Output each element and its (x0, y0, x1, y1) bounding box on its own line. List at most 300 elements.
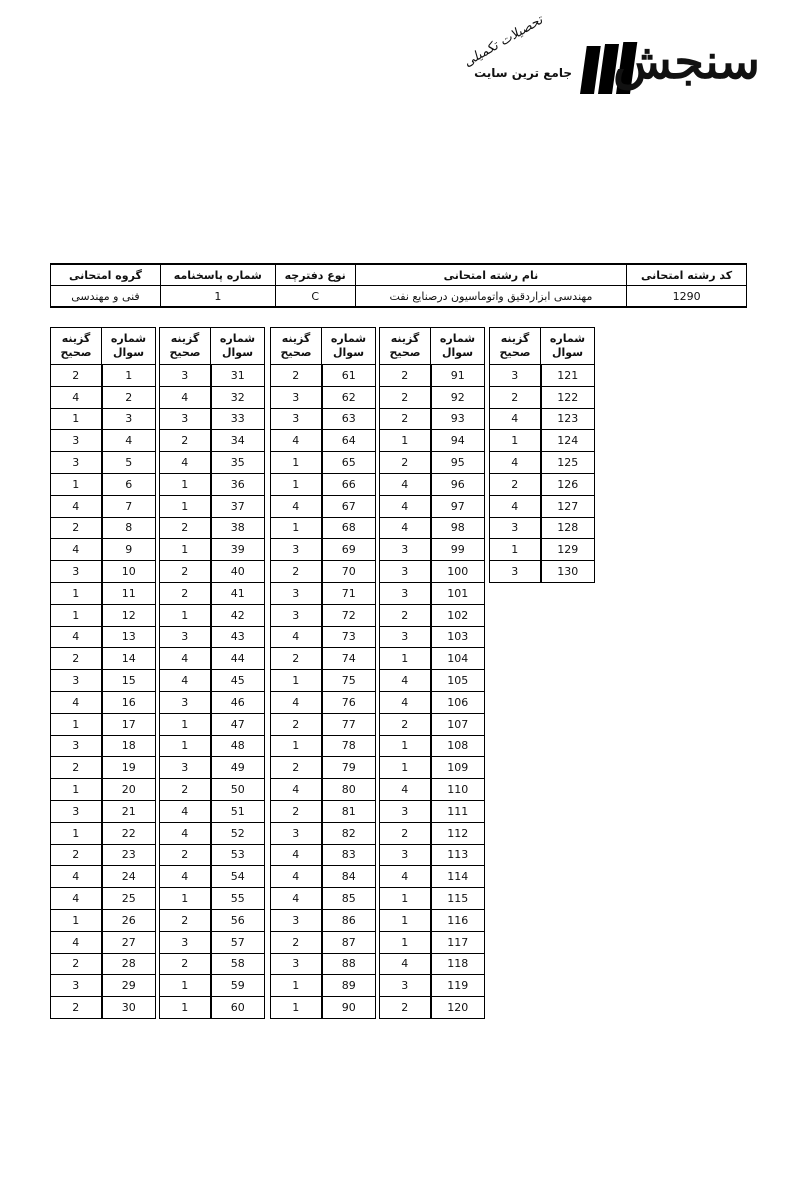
question-number: 66 (322, 473, 376, 495)
question-number: 92 (431, 386, 485, 408)
question-number: 125 (541, 452, 595, 474)
question-number: 123 (541, 408, 595, 430)
correct-answer: 2 (380, 408, 431, 430)
question-number: 50 (211, 779, 265, 801)
correct-answer: 4 (380, 670, 431, 692)
answer-row (271, 386, 376, 408)
correct-answer: 3 (51, 735, 102, 757)
question-number: 22 (102, 822, 156, 844)
question-number: 14 (102, 648, 156, 670)
answer-row (271, 975, 376, 997)
correct-answer: 1 (380, 735, 431, 757)
correct-answer: 3 (271, 909, 322, 931)
exam-info-header-row (51, 264, 747, 286)
question-number: 6 (102, 473, 156, 495)
correct-answer: 2 (51, 997, 102, 1019)
correct-answer: 4 (271, 844, 322, 866)
correct-answer: 4 (271, 866, 322, 888)
correct-answer: 2 (380, 822, 431, 844)
correct-answer: 2 (51, 365, 102, 387)
answer-row (160, 997, 265, 1019)
correct-answer: 2 (51, 953, 102, 975)
correct-answer: 4 (51, 539, 102, 561)
correct-answer: 4 (380, 691, 431, 713)
answer-row (380, 365, 485, 387)
question-number: 99 (431, 539, 485, 561)
question-number: 31 (211, 365, 265, 387)
answer-row (51, 691, 156, 713)
correct-answer: 2 (380, 604, 431, 626)
answer-row (271, 822, 376, 844)
correct-answer: 4 (271, 430, 322, 452)
answer-row (160, 866, 265, 888)
answer-row (271, 866, 376, 888)
answer-row (271, 626, 376, 648)
answer-key-header-row (160, 328, 265, 365)
question-number: 94 (431, 430, 485, 452)
answer-key-header-row (380, 328, 485, 365)
answer-row (160, 909, 265, 931)
correct-answer: 2 (490, 473, 541, 495)
exam-code-value: 1290 (627, 286, 747, 308)
question-number: 23 (102, 844, 156, 866)
correct-answer: 3 (490, 365, 541, 387)
correct-answer: 1 (160, 473, 211, 495)
correct-answer: 3 (271, 953, 322, 975)
answer-row (380, 953, 485, 975)
question-number: 119 (431, 975, 485, 997)
correct-answer: 1 (490, 430, 541, 452)
question-number: 114 (431, 866, 485, 888)
correct-answer: 1 (160, 495, 211, 517)
question-number: 18 (102, 735, 156, 757)
question-number: 97 (431, 495, 485, 517)
question-number: 90 (322, 997, 376, 1019)
answer-row (271, 408, 376, 430)
answer-row (160, 626, 265, 648)
answer-row (51, 888, 156, 910)
question-number: 67 (322, 495, 376, 517)
answer-row (51, 822, 156, 844)
correct-answer: 1 (271, 517, 322, 539)
question-number: 19 (102, 757, 156, 779)
question-number: 45 (211, 670, 265, 692)
correct-answer: 3 (271, 582, 322, 604)
answer-row (380, 430, 485, 452)
answer-row (160, 779, 265, 801)
question-number: 44 (211, 648, 265, 670)
question-number: 88 (322, 953, 376, 975)
question-number-header: شماره سوال (102, 328, 156, 365)
answer-row (380, 561, 485, 583)
answer-row (51, 953, 156, 975)
answer-row (271, 517, 376, 539)
answer-row (51, 604, 156, 626)
correct-answer: 4 (380, 953, 431, 975)
answer-row (380, 866, 485, 888)
question-number: 78 (322, 735, 376, 757)
correct-answer: 1 (51, 713, 102, 735)
correct-answer: 3 (380, 561, 431, 583)
answer-key-table (159, 327, 265, 1019)
answer-row (160, 713, 265, 735)
question-number: 77 (322, 713, 376, 735)
correct-answer: 2 (271, 561, 322, 583)
answer-row (380, 909, 485, 931)
correct-answer: 2 (160, 561, 211, 583)
question-number: 29 (102, 975, 156, 997)
answer-row (160, 473, 265, 495)
correct-answer: 4 (160, 822, 211, 844)
correct-answer: 2 (51, 844, 102, 866)
question-number: 35 (211, 452, 265, 474)
question-number: 96 (431, 473, 485, 495)
correct-answer: 2 (380, 386, 431, 408)
answer-row (51, 670, 156, 692)
answer-row (271, 582, 376, 604)
answer-row (51, 452, 156, 474)
question-number: 34 (211, 430, 265, 452)
answer-row (271, 888, 376, 910)
question-number: 9 (102, 539, 156, 561)
exam-field-value: مهندسی ابزاردقیق واتوماسیون درصنایع نفت (355, 286, 626, 308)
correct-answer: 4 (271, 495, 322, 517)
answer-key-header-row (51, 328, 156, 365)
correct-answer: 1 (160, 997, 211, 1019)
exam-info-value-row (51, 286, 747, 308)
answer-row (380, 844, 485, 866)
question-number: 39 (211, 539, 265, 561)
answer-key-table (270, 327, 376, 1019)
question-number: 128 (541, 517, 595, 539)
question-number: 105 (431, 670, 485, 692)
question-number: 56 (211, 909, 265, 931)
correct-answer: 1 (51, 582, 102, 604)
correct-answer: 4 (160, 866, 211, 888)
answer-row (160, 822, 265, 844)
correct-answer: 1 (160, 888, 211, 910)
correct-answer: 4 (160, 452, 211, 474)
question-number: 3 (102, 408, 156, 430)
question-number: 27 (102, 931, 156, 953)
correct-answer: 3 (380, 582, 431, 604)
answer-row (490, 495, 595, 517)
answer-row (380, 626, 485, 648)
answer-row (51, 517, 156, 539)
question-number: 40 (211, 561, 265, 583)
correct-answer: 3 (160, 757, 211, 779)
correct-answer: 2 (380, 452, 431, 474)
question-number: 86 (322, 909, 376, 931)
answer-row (160, 495, 265, 517)
correct-answer: 4 (271, 888, 322, 910)
answer-row (271, 713, 376, 735)
question-number: 75 (322, 670, 376, 692)
correct-answer: 4 (51, 888, 102, 910)
question-number: 81 (322, 800, 376, 822)
correct-answer: 1 (271, 670, 322, 692)
answer-row (51, 582, 156, 604)
answer-row (380, 408, 485, 430)
question-number: 70 (322, 561, 376, 583)
answer-row (271, 648, 376, 670)
answer-row (490, 561, 595, 583)
question-number: 32 (211, 386, 265, 408)
correct-answer: 4 (380, 495, 431, 517)
answer-row (160, 931, 265, 953)
question-number: 130 (541, 561, 595, 583)
question-number: 69 (322, 539, 376, 561)
correct-answer: 3 (490, 517, 541, 539)
answer-row (51, 408, 156, 430)
question-number: 121 (541, 365, 595, 387)
question-number: 15 (102, 670, 156, 692)
correct-answer: 1 (490, 539, 541, 561)
question-number: 106 (431, 691, 485, 713)
correct-answer: 2 (51, 517, 102, 539)
correct-answer: 4 (51, 691, 102, 713)
question-number: 53 (211, 844, 265, 866)
question-number: 102 (431, 604, 485, 626)
answer-row (380, 473, 485, 495)
correct-answer: 1 (271, 975, 322, 997)
question-number: 17 (102, 713, 156, 735)
answer-row (160, 735, 265, 757)
question-number-header: شماره سوال (541, 328, 595, 365)
answer-row (160, 452, 265, 474)
correct-answer: 3 (51, 975, 102, 997)
correct-answer: 4 (160, 386, 211, 408)
correct-answer: 3 (380, 539, 431, 561)
correct-answer: 4 (380, 473, 431, 495)
question-number: 47 (211, 713, 265, 735)
answer-row (51, 757, 156, 779)
question-number: 101 (431, 582, 485, 604)
answer-key-table (489, 327, 595, 583)
correct-answer: 2 (271, 648, 322, 670)
correct-answer: 4 (271, 626, 322, 648)
answer-row (51, 866, 156, 888)
correct-answer: 3 (271, 822, 322, 844)
correct-answer: 2 (271, 931, 322, 953)
correct-answer: 1 (271, 735, 322, 757)
question-number: 71 (322, 582, 376, 604)
answer-row (490, 539, 595, 561)
question-number: 80 (322, 779, 376, 801)
question-number: 16 (102, 691, 156, 713)
correct-answer: 1 (380, 648, 431, 670)
correct-answer: 2 (160, 953, 211, 975)
answer-row (51, 909, 156, 931)
answer-row (271, 909, 376, 931)
question-number: 126 (541, 473, 595, 495)
logo-script-text: تحصیلات تکمیلی (461, 12, 546, 71)
answer-row (271, 953, 376, 975)
correct-answer: 3 (51, 800, 102, 822)
question-number: 30 (102, 997, 156, 1019)
answer-row (490, 473, 595, 495)
correct-answer: 3 (51, 561, 102, 583)
question-number: 13 (102, 626, 156, 648)
answer-row (380, 779, 485, 801)
correct-answer: 4 (380, 779, 431, 801)
question-number: 43 (211, 626, 265, 648)
answer-row (51, 495, 156, 517)
question-number: 103 (431, 626, 485, 648)
answer-row (160, 888, 265, 910)
question-number: 38 (211, 517, 265, 539)
answer-row (160, 539, 265, 561)
answer-key-header-row (490, 328, 595, 365)
answer-row (51, 386, 156, 408)
correct-answer: 3 (51, 670, 102, 692)
answer-sheet-number-value: 1 (160, 286, 275, 308)
correct-answer: 1 (160, 539, 211, 561)
correct-answer: 1 (380, 430, 431, 452)
question-number: 118 (431, 953, 485, 975)
correct-answer: 3 (271, 408, 322, 430)
answer-row (490, 430, 595, 452)
question-number: 4 (102, 430, 156, 452)
answer-row (490, 408, 595, 430)
answer-row (271, 779, 376, 801)
answer-row (380, 931, 485, 953)
question-number: 48 (211, 735, 265, 757)
correct-answer-header: گزینه صحیح (380, 328, 431, 365)
answer-row (380, 800, 485, 822)
header-logo (460, 12, 760, 110)
correct-answer: 1 (380, 931, 431, 953)
correct-answer: 3 (160, 365, 211, 387)
correct-answer: 4 (490, 452, 541, 474)
correct-answer: 2 (490, 386, 541, 408)
correct-answer: 1 (51, 473, 102, 495)
question-number: 124 (541, 430, 595, 452)
question-number: 117 (431, 931, 485, 953)
correct-answer: 2 (160, 430, 211, 452)
question-number: 113 (431, 844, 485, 866)
answer-row (271, 604, 376, 626)
answer-row (160, 561, 265, 583)
answer-row (51, 931, 156, 953)
answer-row (271, 800, 376, 822)
answer-row (380, 604, 485, 626)
correct-answer: 4 (51, 626, 102, 648)
answer-row (271, 691, 376, 713)
question-number: 11 (102, 582, 156, 604)
question-number: 5 (102, 452, 156, 474)
question-number: 120 (431, 997, 485, 1019)
question-number: 76 (322, 691, 376, 713)
correct-answer: 3 (160, 931, 211, 953)
answer-row (160, 365, 265, 387)
question-number: 108 (431, 735, 485, 757)
question-number: 129 (541, 539, 595, 561)
question-number: 12 (102, 604, 156, 626)
correct-answer: 2 (271, 757, 322, 779)
correct-answer: 4 (271, 779, 322, 801)
question-number: 60 (211, 997, 265, 1019)
correct-answer: 4 (380, 866, 431, 888)
correct-answer: 4 (51, 386, 102, 408)
correct-answer: 3 (51, 452, 102, 474)
answer-row (51, 800, 156, 822)
answer-row (51, 779, 156, 801)
correct-answer: 3 (160, 691, 211, 713)
correct-answer-header: گزینه صحیح (490, 328, 541, 365)
answer-row (380, 735, 485, 757)
correct-answer: 2 (380, 365, 431, 387)
question-number: 54 (211, 866, 265, 888)
question-number: 73 (322, 626, 376, 648)
question-number: 122 (541, 386, 595, 408)
correct-answer: 1 (51, 779, 102, 801)
answer-row (490, 386, 595, 408)
question-number: 58 (211, 953, 265, 975)
correct-answer: 3 (380, 975, 431, 997)
answer-row (380, 822, 485, 844)
answer-row (380, 539, 485, 561)
correct-answer: 4 (160, 670, 211, 692)
question-number: 100 (431, 561, 485, 583)
answer-row (51, 626, 156, 648)
answer-row (160, 648, 265, 670)
correct-answer: 3 (380, 800, 431, 822)
question-number-header: شماره سوال (322, 328, 376, 365)
question-number: 26 (102, 909, 156, 931)
correct-answer: 3 (271, 539, 322, 561)
answer-row (160, 430, 265, 452)
answer-row (490, 517, 595, 539)
correct-answer: 3 (271, 386, 322, 408)
correct-answer: 1 (271, 452, 322, 474)
question-number: 46 (211, 691, 265, 713)
answer-row (51, 430, 156, 452)
answer-row (271, 495, 376, 517)
question-number: 24 (102, 866, 156, 888)
answer-row (380, 888, 485, 910)
correct-answer: 3 (380, 844, 431, 866)
correct-answer: 1 (160, 604, 211, 626)
answer-key-table (379, 327, 485, 1019)
answer-row (160, 517, 265, 539)
question-number: 8 (102, 517, 156, 539)
question-number: 84 (322, 866, 376, 888)
correct-answer: 2 (160, 582, 211, 604)
answer-row (160, 691, 265, 713)
question-number: 112 (431, 822, 485, 844)
question-number: 63 (322, 408, 376, 430)
question-number: 62 (322, 386, 376, 408)
answer-row (51, 975, 156, 997)
exam-code-header: کد رشته امتحانی (627, 264, 747, 286)
question-number: 116 (431, 909, 485, 931)
correct-answer: 2 (51, 648, 102, 670)
question-number: 107 (431, 713, 485, 735)
answer-row (51, 473, 156, 495)
booklet-type-value: C (275, 286, 355, 308)
correct-answer: 1 (160, 713, 211, 735)
answer-row (380, 452, 485, 474)
answer-row (380, 386, 485, 408)
correct-answer: 2 (380, 713, 431, 735)
answer-row (160, 386, 265, 408)
logo-wordmark: سنجش (613, 34, 760, 90)
question-number: 110 (431, 779, 485, 801)
correct-answer: 3 (51, 430, 102, 452)
answer-row (271, 735, 376, 757)
answer-row (51, 713, 156, 735)
